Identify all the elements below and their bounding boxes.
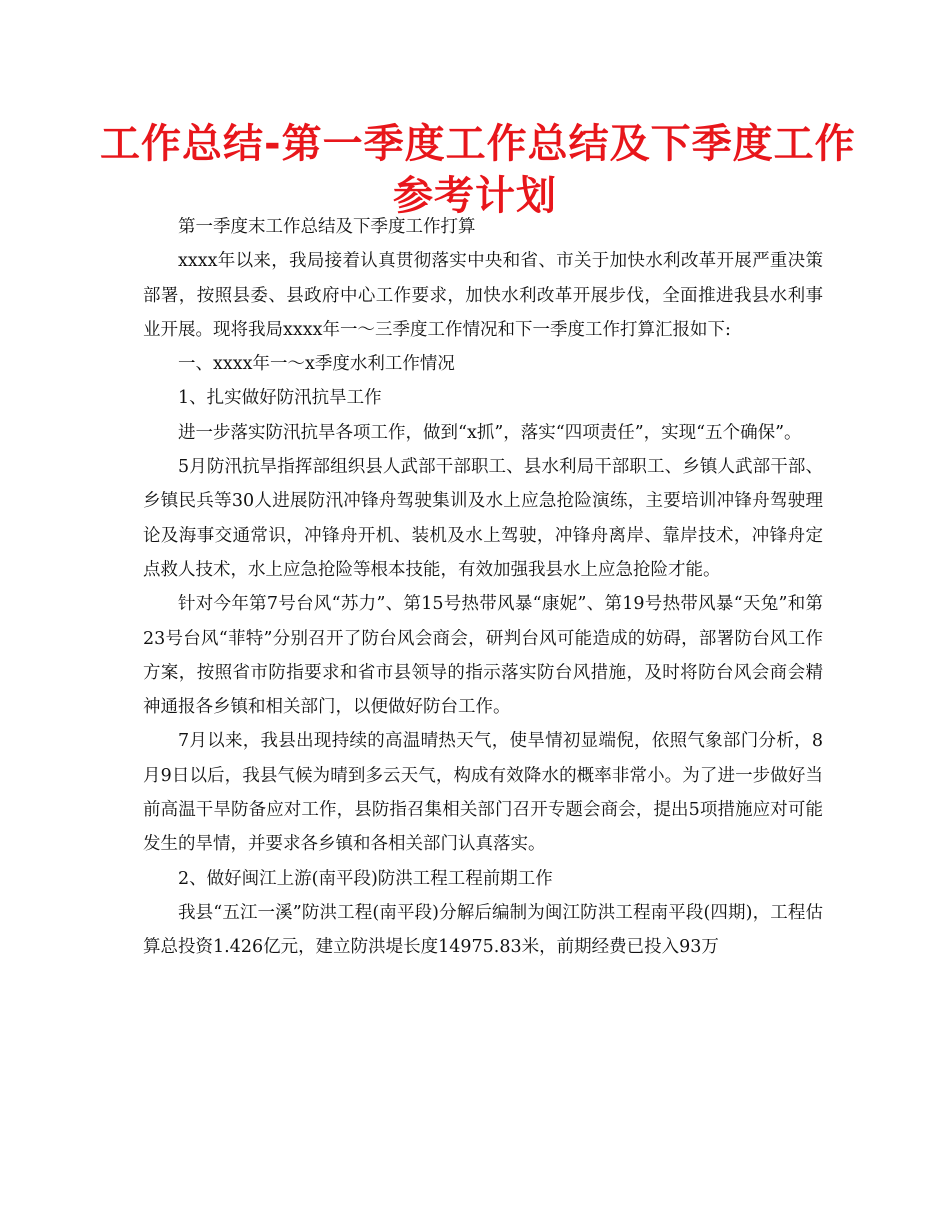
body-paragraph: 进一步落实防汛抗旱各项工作，做到“x抓”，落实“四项责任”，实现“五个确保”。: [178, 422, 802, 443]
title-line-1: 工作总结-第一季度工作总结及下季度工作: [100, 121, 856, 167]
body-paragraph: 针对今年第7号台风“苏力”、第15号热带风暴“康妮”、第19号热带风暴“天兔”和第23号台风“菲特”分别召开了防台风会商会，研判台风可能造成的妨碍，部署防台风工作方案，按照省市防指要求和省市县领导的指示落实防台风措施，及时将防台风会商会精神通报各乡镇和相关部门，以便做好防台工作。: [143, 594, 823, 718]
body-paragraph: 5月防汛抗旱指挥部组织县人武部干部职工、县水利局干部职工、乡镇人武部干部、乡镇民兵等30人进展防汛冲锋舟驾驶集训及水上应急抢险演练，主要培训冲锋舟驾驶理论及海事交通常识，冲锋舟开机、装机及水上驾驶，冲锋舟离岸、靠岸技术，冲锋舟定点救人技术，水上应急抢险等根本技能，有效加强我县水上应急抢险才能。: [143, 457, 823, 580]
intro-paragraph: xxxx年以来，我局接着认真贯彻落实中央和省、市关于加快水利改革开展严重决策部署，按照县委、县政府中心工作要求，加快水利改革开展步伐，全面推进我县水利事业开展。现将我局xxxx年一～三季度工作情况和下一季度工作打算汇报如下:: [143, 251, 823, 340]
document-title: [100, 118, 856, 222]
document-body: [143, 210, 823, 965]
subsection-heading-2: 2、做好闽江上游(南平段)防洪工程工程前期工作: [178, 868, 553, 889]
body-paragraph: 我县“五江一溪”防洪工程(南平段)分解后编制为闽江防洪工程南平段(四期)，工程估算总投资1.426亿元，建立防洪堤长度14975.83米，前期经费已投入93万: [143, 902, 823, 958]
body-paragraph: 7月以来，我县出现持续的高温晴热天气，使旱情初显端倪，依照气象部门分析，8月9日以后，我县气候为晴到多云天气，构成有效降水的概率非常小。为了进一步做好当前高温干旱防备应对工作，县防指召集相关部门召开专题会商会，提出5项措施应对可能发生的旱情，并要求各乡镇和各相关部门认真落实。: [143, 731, 823, 855]
subtitle-paragraph: 第一季度末工作总结及下季度工作打算: [178, 217, 476, 237]
section-heading-1: 一、xxxx年一～x季度水利工作情况: [178, 354, 455, 375]
title-line-2: 参考计划: [393, 173, 557, 219]
subsection-heading-1: 1、扎实做好防汛抗旱工作: [178, 388, 382, 409]
